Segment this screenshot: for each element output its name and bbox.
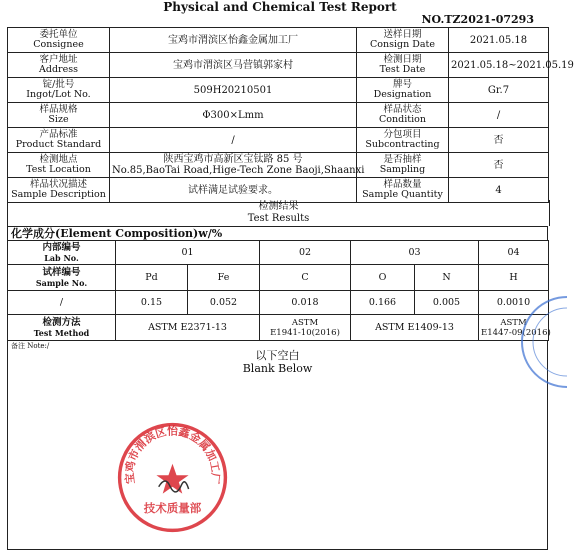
lab-no-02: 02 — [260, 241, 351, 265]
info-row — [8, 153, 549, 178]
info-value: Φ300×Lmm — [110, 103, 357, 128]
info-label — [357, 78, 449, 103]
info-value: 宝鸡市渭滨区怡鑫金属加工厂 — [110, 28, 357, 53]
element-pd: Pd — [116, 265, 188, 291]
label-en: Subcontracting — [365, 139, 440, 150]
method-pd-fe: ASTM E2371-13 — [116, 315, 260, 341]
certificate-number: NO.TZ2021-07293 — [421, 13, 534, 26]
label-en: Product Standard — [15, 139, 102, 150]
info-label — [8, 128, 110, 153]
element-h: H — [479, 265, 549, 291]
value-en: No.85,BaoTai Road,Hige-Tech Zone Baoji,Shaanxi — [112, 165, 365, 176]
lab-no-04: 04 — [479, 241, 549, 265]
info-row — [8, 103, 549, 128]
info-value-right: 2021.05.18 — [449, 28, 549, 53]
lab-no-03: 03 — [351, 241, 479, 265]
label-en: Address — [39, 64, 78, 75]
info-value-right: 否 — [449, 153, 549, 178]
label-en: Sample Description — [11, 189, 106, 200]
element-fe: Fe — [188, 265, 260, 291]
results-cn: 检测结果 — [258, 201, 299, 212]
label-cn: 检测日期 — [383, 53, 422, 65]
info-value-right: 否 — [449, 128, 549, 153]
info-row — [8, 178, 549, 203]
report-title: Physical and Chemical Test Report — [163, 0, 397, 14]
label-cn: 样品状况描述 — [29, 178, 87, 190]
value-c: 0.018 — [260, 291, 351, 315]
method-o-n: ASTM E1409-13 — [351, 315, 479, 341]
label-en: Ingot/Lot No. — [26, 89, 91, 100]
info-value: 宝鸡市渭滨区马营镇郭家村 — [110, 53, 357, 78]
info-label — [8, 53, 110, 78]
sample-no-label — [8, 265, 116, 291]
info-label — [8, 153, 110, 178]
test-results-header — [7, 200, 550, 226]
label-cn: 委托单位 — [39, 28, 78, 40]
info-row — [8, 128, 549, 153]
label-cn: 样品规格 — [39, 103, 78, 115]
info-value — [110, 153, 365, 178]
label-en: Consignee — [33, 39, 84, 50]
method-en: Test Method — [33, 327, 90, 338]
element-c: C — [260, 265, 351, 291]
info-label — [8, 28, 110, 53]
info-label — [357, 153, 449, 178]
label-cn: 送样日期 — [383, 28, 422, 40]
lab-no-01: 01 — [116, 241, 260, 265]
company-seal — [115, 420, 230, 535]
seal-text: 宝鸡市渭滨区怡鑫金属加工厂 — [123, 424, 222, 485]
lab-no-cn: 内部编号 — [42, 241, 81, 253]
info-row — [8, 78, 549, 103]
info-row — [8, 53, 549, 78]
method-h-line2: E1447-09(2016) — [481, 327, 551, 338]
info-label — [8, 78, 110, 103]
note-box — [7, 340, 548, 550]
label-cn: 客户地址 — [39, 53, 78, 65]
value-row-label: / — [8, 291, 116, 315]
element-n: N — [415, 265, 479, 291]
label-cn: 牌号 — [392, 78, 412, 90]
value-h: 0.0010 — [479, 291, 549, 315]
label-cn: 是否抽样 — [383, 153, 422, 165]
info-value-right: 2021.05.18~2021.05.19 — [449, 53, 549, 78]
label-cn: 检测地点 — [39, 153, 78, 165]
info-value: / — [110, 128, 357, 153]
results-en: Test Results — [247, 213, 310, 224]
label-cn: 产品标准 — [39, 128, 78, 140]
lab-no-en: Lab No. — [44, 252, 79, 263]
label-en: Consign Date — [370, 39, 435, 50]
value-pd: 0.15 — [116, 291, 188, 315]
element-o: O — [351, 265, 415, 291]
info-value-right: 4 — [449, 178, 549, 203]
info-value: 试样满足试验要求。 — [110, 178, 357, 203]
test-method-label — [8, 315, 116, 341]
label-cn: 样品数量 — [383, 178, 422, 190]
method-c-line2: E1941-10(2016) — [270, 327, 340, 338]
sample-no-cn: 试样编号 — [42, 266, 81, 278]
info-label — [8, 103, 110, 128]
value-o: 0.166 — [351, 291, 415, 315]
lab-no-label — [8, 241, 116, 265]
method-h-line1: ASTM — [500, 317, 527, 328]
blank-below-cn: 以下空白 — [255, 349, 300, 362]
sample-no-en: Sample No. — [35, 277, 88, 288]
method-c-line1: ASTM — [291, 317, 319, 328]
label-en: Test Date — [379, 64, 426, 75]
blank-below-en: Blank Below — [242, 362, 313, 375]
value-cn: 陕西宝鸡市高新区宝钛路 85 号 — [163, 154, 303, 165]
method-cn: 检测方法 — [42, 316, 81, 328]
info-label — [357, 28, 449, 53]
label-en: Condition — [379, 114, 426, 125]
blank-below — [8, 349, 547, 375]
info-value-right: / — [449, 103, 549, 128]
value-n: 0.005 — [415, 291, 479, 315]
composition-table — [7, 240, 549, 341]
label-cn: 样品状态 — [383, 103, 422, 115]
info-label — [8, 178, 110, 203]
label-en: Sample Quantity — [362, 189, 443, 200]
label-en: Designation — [373, 89, 432, 100]
edge-seal-icon — [533, 292, 567, 392]
info-value: 509H20210501 — [110, 78, 357, 103]
label-cn: 分包项目 — [383, 128, 422, 140]
value-fe: 0.052 — [188, 291, 260, 315]
info-label — [357, 103, 449, 128]
composition-header: 化学成分(Element Composition)w/% — [7, 226, 548, 240]
label-cn: 锭/批号 — [42, 78, 75, 90]
method-c — [260, 315, 351, 341]
note-label: 备注 Note:/ — [11, 342, 50, 350]
info-label — [357, 178, 449, 203]
label-en: Sampling — [379, 164, 426, 175]
info-value-right: Gr.7 — [449, 78, 549, 103]
label-en: Size — [48, 114, 69, 125]
info-label — [357, 128, 449, 153]
info-table — [7, 27, 574, 203]
info-label — [357, 53, 449, 78]
info-row — [8, 28, 549, 53]
seal-bottom-text: 技术质量部 — [143, 501, 202, 515]
seal-star-icon — [156, 464, 188, 494]
label-en: Test Location — [26, 164, 91, 175]
